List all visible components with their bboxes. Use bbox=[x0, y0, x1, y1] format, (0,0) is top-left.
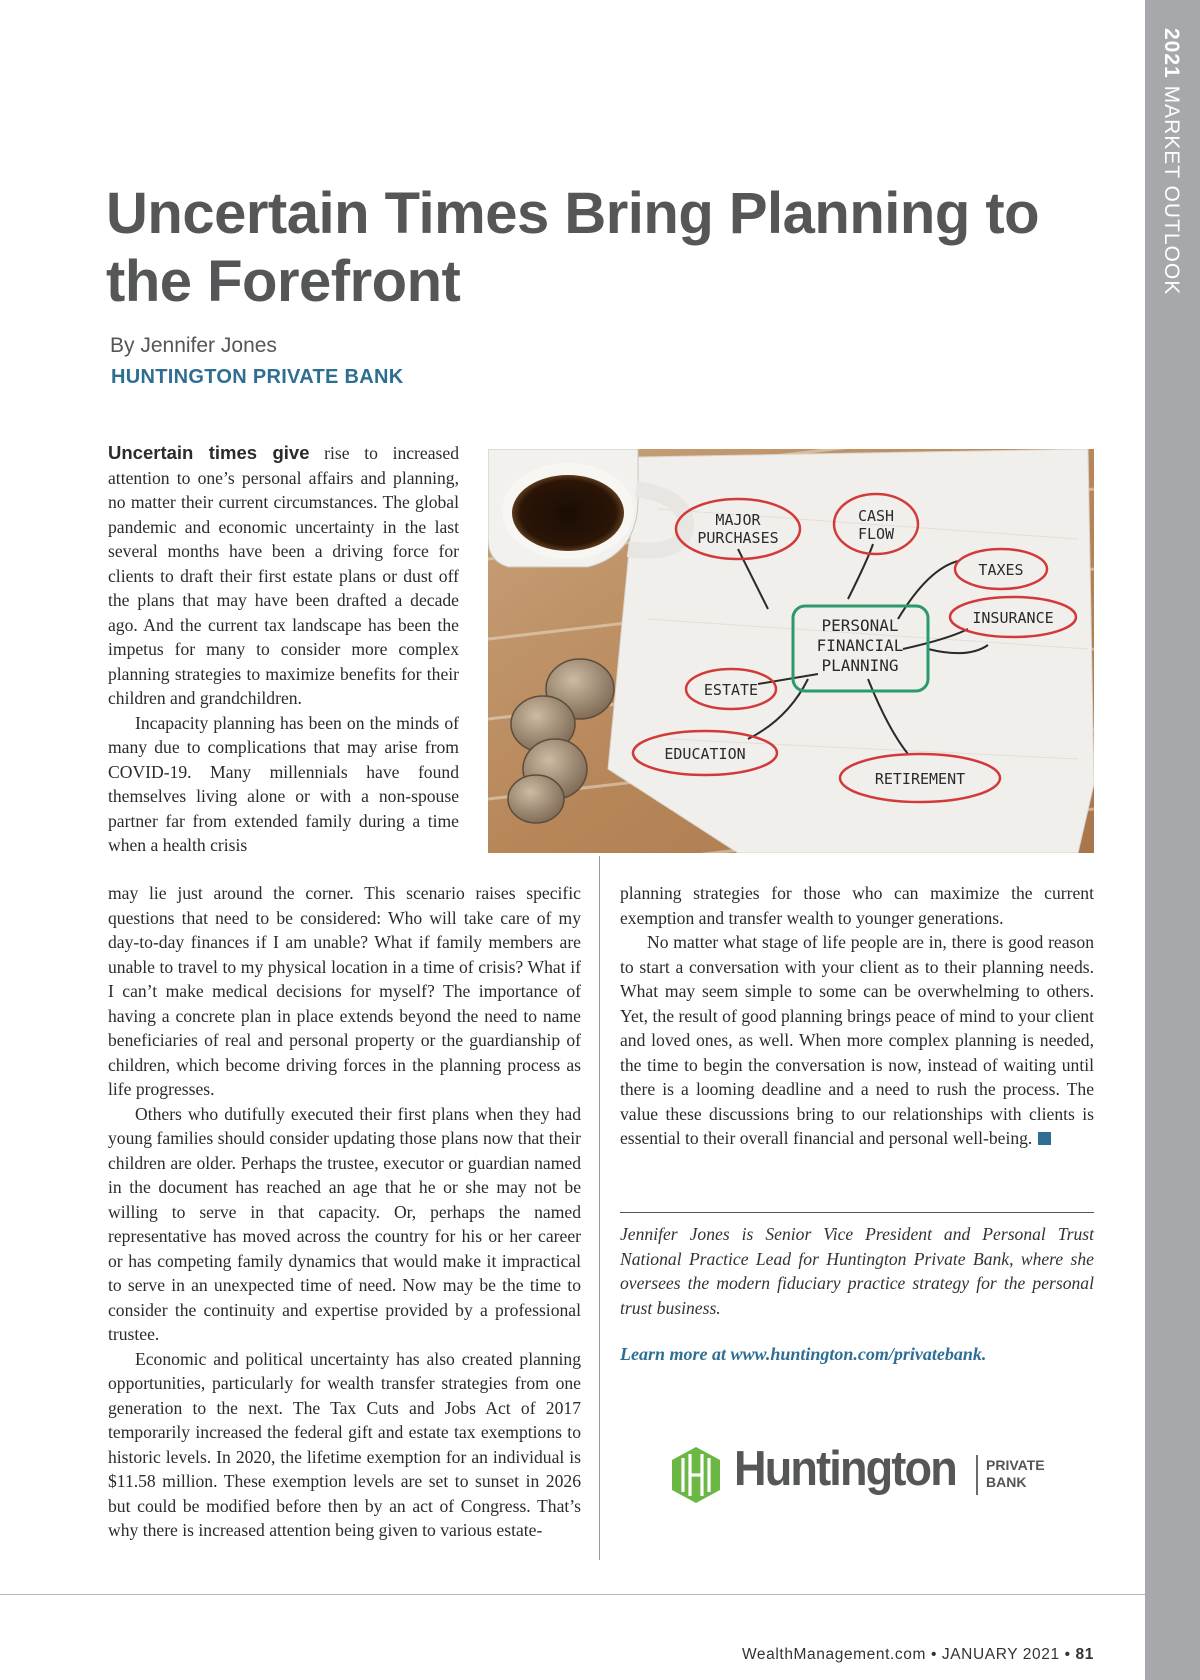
paragraph-4-start: Economic and political uncertainty has also created planning opportunities, particularly for wealth transfer strategies from one generation to the next. The Tax Cuts and Jobs Act of 2017 temporarily increased the federal gift and estate tax exemptions to historic levels. In 2020, the lifetime exemption for an individual is $11.58 million. These exemption levels are set to sunset in 2026 but could be modified before then by an act of Congress. That’s why there is increased attention being given to various estate- bbox=[108, 1348, 581, 1540]
page-number: 81 bbox=[1075, 1646, 1094, 1663]
section-label bbox=[1159, 28, 1183, 295]
article-body-right bbox=[620, 881, 1094, 1151]
logo-subtext bbox=[986, 1457, 1045, 1491]
article-body-left bbox=[108, 881, 581, 1543]
section-name: MARKET OUTLOOK bbox=[1160, 85, 1183, 296]
logo-sub-line-2: BANK bbox=[986, 1474, 1027, 1490]
bubble-taxes-label: TAXES bbox=[978, 561, 1024, 579]
logo-wordmark: Huntington bbox=[734, 1442, 956, 1496]
bubble-cash-flow-1: CASH bbox=[857, 507, 895, 525]
huntington-logo bbox=[670, 1443, 1045, 1505]
paragraph-2-start: Incapacity planning has been on the minds of many due to complications that may arise from COVID-19. Many millennials have found themselves living alone or with a non-spouse partner far from extended family during a time when a health crisis bbox=[108, 712, 459, 855]
article-title: Uncertain Times Bring Planning to the Forefront bbox=[106, 181, 1040, 314]
bubble-retirement-label: RETIREMENT bbox=[874, 770, 966, 788]
footer-site: WealthManagement.com bbox=[741, 1646, 927, 1663]
logo-separator bbox=[976, 1455, 978, 1495]
paragraph-5 bbox=[620, 930, 1094, 1151]
footer-bullet-2: • bbox=[1064, 1646, 1071, 1663]
lead-in: Uncertain times give bbox=[108, 442, 310, 463]
paragraph-1-text: rise to increased attention to one’s personal affairs and planning, no matter their current circumstances. The global pandemic and economic uncertainty in the last several months have been a driving force for clients to draft their first estate plans or dust off the plans that may have been drafted a decade ago. And the current tax landscape has been the impetus for many to consider more complex planning strategies to maximize benefits for their children and grandchildren. bbox=[108, 443, 459, 708]
paragraph-3: Others who dutifully executed their first plans when they had young families should consider updating those plans now that their children are older. Perhaps the trustee, executor or guardian named in the document has reached an age that he or she may not be willing to serve in that capacity. Or, perhaps the named representative has moved across the country for his or her career or has competing family dynamics that would make it impractical to serve in an unexpected time of need. Now may be the time to consider the continuity and expertise provided by a professional trustee. bbox=[108, 1103, 581, 1344]
learn-more-link[interactable]: Learn more at www.huntington.com/privatebank. bbox=[620, 1344, 987, 1364]
paragraph-1 bbox=[108, 441, 459, 711]
article-photo bbox=[488, 449, 1094, 853]
end-of-article-mark bbox=[1038, 1132, 1051, 1145]
paragraph-5-text: No matter what stage of life people are in, there is good reason to start a conversation with your client as to their planning needs. What may seem simple to some can be overwhelming to others. Yet, the result of good planning brings peace of mind to your client and loved ones, as well. When more complex planning is needed, the time to begin the conversation is now, instead of waiting until there is a looming deadline and a need to rush the process. The value these discussions bring to our relationships with clients is essential to their overall financial and personal well-being. bbox=[620, 932, 1094, 1148]
logo-sub-line-1: PRIVATE bbox=[986, 1457, 1045, 1473]
footer-issue: JANUARY 2021 bbox=[941, 1646, 1060, 1663]
center-label-1: PERSONAL bbox=[821, 616, 899, 635]
section-tab bbox=[1145, 28, 1200, 298]
bubble-estate-label: ESTATE bbox=[703, 681, 759, 699]
paragraph-4-end: planning strategies for those who can maximize the current exemption and transfer wealth to younger generations. bbox=[620, 883, 1094, 928]
author-bio: Jennifer Jones is Senior Vice President and Personal Trust National Practice Lead for Huntington Private Bank, where she oversees the modern fiduciary practice strategy for the personal trust business. bbox=[620, 1224, 1094, 1318]
footer-rule bbox=[0, 1594, 1145, 1595]
byline: By Jennifer Jones bbox=[110, 334, 277, 357]
center-label-3: PLANNING bbox=[821, 656, 899, 675]
center-label-2: FINANCIAL bbox=[816, 636, 904, 655]
page-footer bbox=[742, 1646, 1094, 1668]
bubble-insurance-label: INSURANCE bbox=[972, 609, 1054, 627]
bubble-cash-flow-2: FLOW bbox=[857, 525, 895, 543]
paragraph-2-end: may lie just around the corner. This scenario raises specific questions that need to be considered: Who will take care of my day-to-day finances if I am unable? What if family members are unable to travel to my physical location in a time of crisis? What if I can’t make medical decisions for myself? The importance of having a concrete plan in place extends beyond the need to name beneficiaries of real and personal property or the guardianship of children, which become driving forces in the planning process as life progresses. bbox=[108, 883, 581, 1099]
huntington-logo-mark bbox=[670, 1445, 722, 1505]
bubble-major-purchases-1: MAJOR bbox=[715, 511, 761, 529]
bio-divider bbox=[620, 1212, 1094, 1213]
bubble-major-purchases-2: PURCHASES bbox=[697, 529, 779, 547]
column-divider bbox=[599, 856, 600, 1560]
article-body-left-top bbox=[108, 441, 459, 858]
bubble-education-label: EDUCATION bbox=[664, 745, 746, 763]
section-year: 2021 bbox=[1160, 28, 1183, 79]
author-company: HUNTINGTON PRIVATE BANK bbox=[111, 366, 404, 388]
footer-bullet-1: • bbox=[930, 1646, 937, 1663]
